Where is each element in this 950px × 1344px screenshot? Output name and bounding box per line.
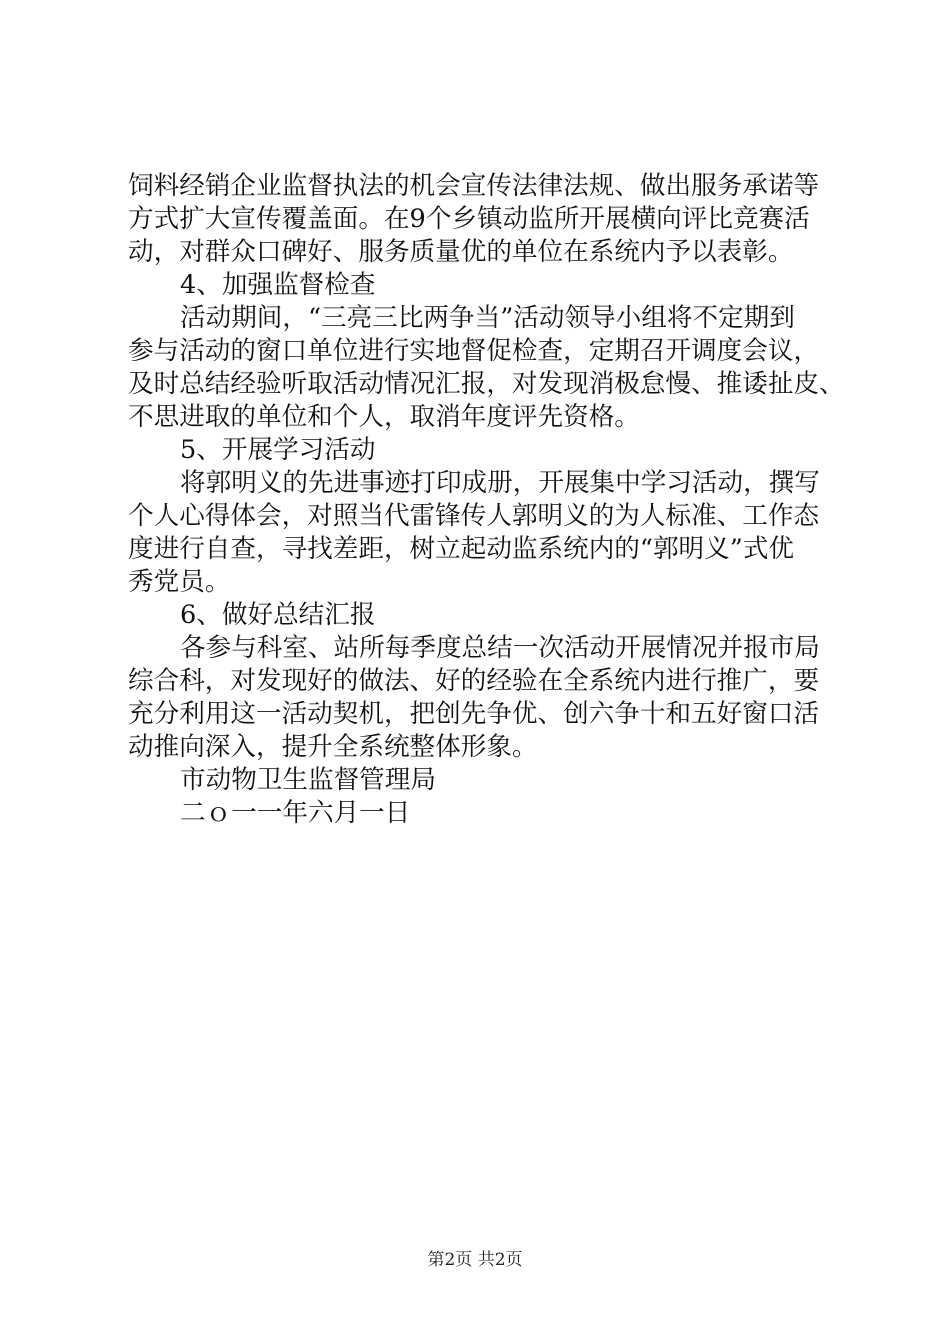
text-line: 充分利用这一活动契机，把创先争优、创六争十和五好窗口活 [128,699,820,729]
text-line: 秀党员。 [128,567,231,597]
text-line: 将郭明义的先进事迹打印成册，开展集中学习活动，撰写 [180,468,820,498]
text-line: 各参与科室、站所每季度总结一次活动开展情况并报市局 [180,633,820,663]
section-heading: 5、开展学习活动 [180,435,376,465]
text-line: 动推向深入，提升全系统整体形象。 [128,732,538,762]
text-line: 及时总结经验听取活动情况汇报，对发现消极怠慢、推诿扯皮、 [128,369,845,399]
text-line: 方式扩大宣传覆盖面。在9个乡镇动监所开展横向评比竞赛活 [128,204,810,234]
text-line: 活动期间，“三亮三比两争当”活动领导小组将不定期到 [180,303,795,333]
text-line: 不思进取的单位和个人，取消年度评先资格。 [128,402,640,432]
page-number-footer: 第2页 共2页 [427,1250,523,1270]
text-line: 饲料经销企业监督执法的机会宣传法律法规、做出服务承诺等 [128,171,820,201]
text-line: 度进行自查，寻找差距，树立起动监系统内的“郭明义”式优 [128,534,795,564]
signature-date: 二ｏ一一年六月一日 [180,798,411,828]
text-line: 个人心得体会，对照当代雷锋传人郭明义的为人标准、工作态 [128,501,820,531]
text-line: 参与活动的窗口单位进行实地督促检查，定期召开调度会议， [128,336,820,366]
section-heading: 4、加强监督检查 [180,270,376,300]
text-line: 动，对群众口碑好、服务质量优的单位在系统内予以表彰。 [128,237,794,267]
section-heading: 6、做好总结汇报 [180,600,376,630]
signature-organization: 市动物卫生监督管理局 [180,765,436,795]
document-body [128,170,845,830]
text-line: 综合科，对发现好的做法、好的经验在全系统内进行推广，要 [128,666,820,696]
